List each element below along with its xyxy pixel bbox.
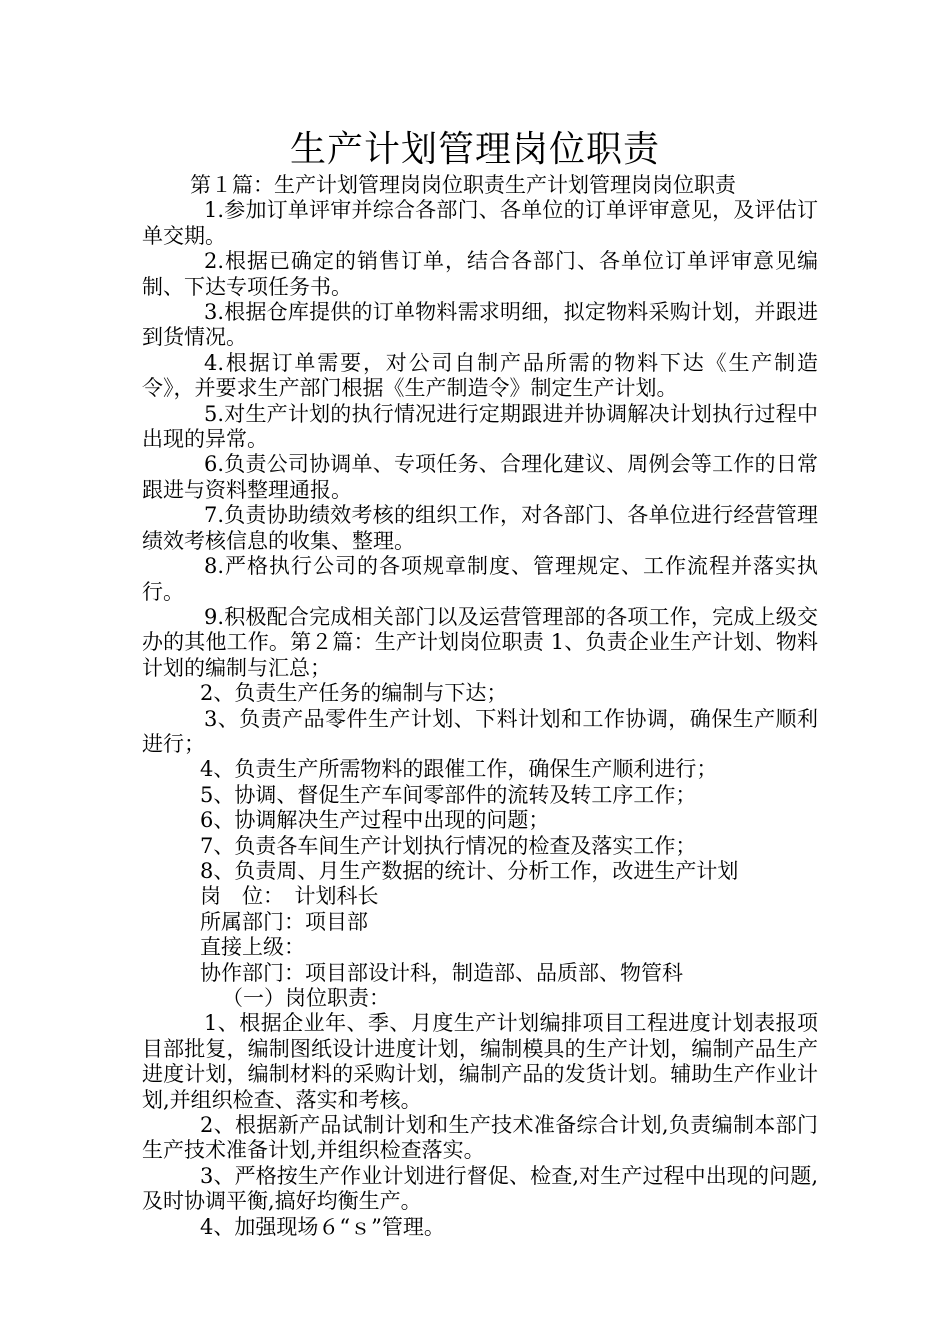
paragraph-item-8: 8.严格执行公司的各项规章制度、管理规定、工作流程并落实执行。 bbox=[142, 554, 818, 604]
paragraph-duty-8: 8、负责周、月生产数据的统计、分析工作，改进生产计划 bbox=[200, 858, 739, 883]
paragraph-duty-7: 7、负责各车间生产计划执行情况的检查及落实工作； bbox=[200, 833, 697, 858]
cooperation-line: 协作部门：项目部设计科，制造部、品质部、物管科 bbox=[200, 960, 683, 985]
paragraph-item-2: 2.根据已确定的销售订单，结合各部门、各单位订单评审意见编制、下达专项任务书。 bbox=[142, 249, 818, 299]
paragraph-item-5: 5.对生产计划的执行情况进行定期跟进并协调解决计划执行过程中出现的异常。 bbox=[142, 401, 818, 452]
paragraph-duty-detail-1: 1、根据企业年、季、月度生产计划编排项目工程进度计划表报项目部批复，编制图纸设计进度计划，编制模具的生产计划，编制产品生产进度计划，编制材料的采购计划，编制产品的发货计划。辅助生产作业计划,并组织检查、落实和考核。 bbox=[142, 1011, 818, 1112]
paragraph-section-heading-1: 第１篇：生产计划管理岗岗位职责生产计划管理岗岗位职责 bbox=[190, 173, 736, 197]
paragraph-item-7: 7.负责协助绩效考核的组织工作，对各部门、各单位进行经营管理绩效考核信息的收集、整理。 bbox=[142, 503, 818, 553]
position-line: 岗 位： 计划科长 bbox=[200, 884, 379, 909]
paragraph-duty-detail-4: 4、加强现场６“ｓ”管理。 bbox=[200, 1214, 445, 1239]
paragraph-duty-detail-2: 2、根据新产品试制计划和生产技术准备综合计划,负责编制本部门生产技术准备计划,并组织检查落实。 bbox=[142, 1113, 818, 1163]
paragraph-duty-6: 6、协调解决生产过程中出现的问题； bbox=[200, 808, 550, 833]
paragraph-item-3: 3.根据仓库提供的订单物料需求明细，拟定物料采购计划，并跟进到货情况。 bbox=[142, 300, 818, 350]
paragraph-duty-2: 2、负责生产任务的编制与下达； bbox=[200, 681, 508, 706]
document-body bbox=[142, 173, 818, 1240]
paragraph-duty-3: 3、负责产品零件生产计划、下料计划和工作协调，确保生产顺利进行； bbox=[142, 706, 818, 756]
paragraph-item-6: 6.负责公司协调单、专项任务、合理化建议、周例会等工作的日常跟进与资料整理通报。 bbox=[142, 452, 818, 502]
paragraph-duty-detail-3: 3、严格按生产作业计划进行督促、检查,对生产过程中出现的问题,及时协调平衡,搞好均衡生产。 bbox=[142, 1163, 818, 1214]
paragraph-duty-5: 5、协调、督促生产车间零部件的流转及转工序工作； bbox=[200, 782, 697, 807]
page-title: 生产计划管理岗位职责 bbox=[289, 129, 660, 170]
paragraph-duty-4: 4、负责生产所需物料的跟催工作，确保生产顺利进行； bbox=[200, 757, 718, 782]
section-heading-duties: （一）岗位职责： bbox=[222, 986, 390, 1010]
paragraph-item-1: 1.参加订单评审并综合各部门、各单位的订单评审意见，及评估订单交期。 bbox=[142, 198, 818, 248]
paragraph-item-9: 9.积极配合完成相关部门以及运营管理部的各项工作，完成上级交办的其他工作。第２篇：生产计划岗位职责 1、负责企业生产计划、物料计划的编制与汇总； bbox=[142, 604, 818, 680]
supervisor-line: 直接上级： bbox=[200, 935, 305, 960]
paragraph-item-4: 4.根据订单需要，对公司自制产品所需的物料下达《生产制造令》，并要求生产部门根据《生产制造令》制定生产计划。 bbox=[142, 350, 818, 401]
department-line: 所属部门：项目部 bbox=[200, 909, 368, 934]
